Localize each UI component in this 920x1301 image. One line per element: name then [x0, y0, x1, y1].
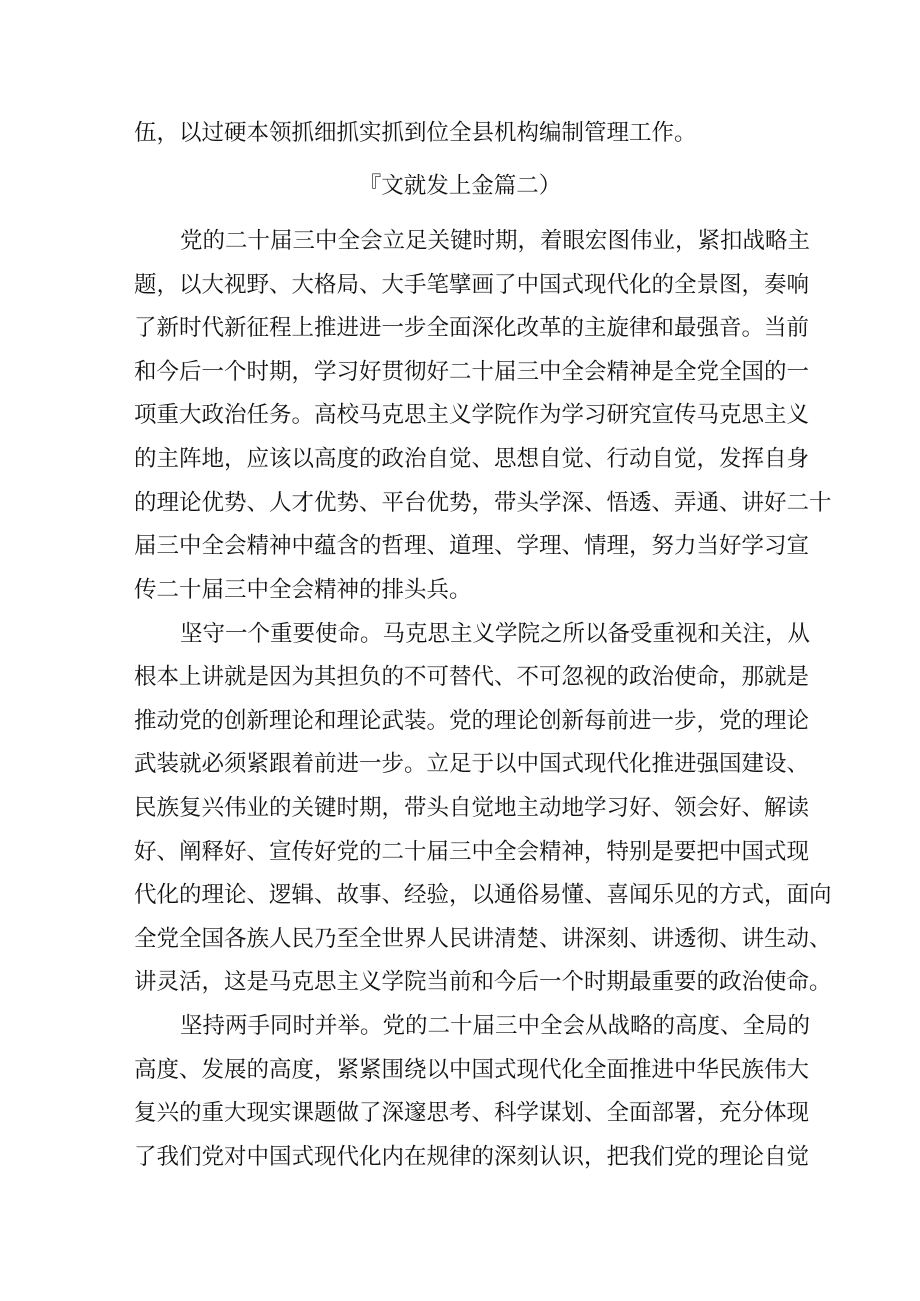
paragraph-line: 题，以大视野、大格局、大手笔擘画了中国式现代化的全景图，奏响 — [134, 272, 810, 298]
paragraph-line: 传二十届三中全会精神的排头兵。 — [134, 577, 472, 603]
paragraph-line: 复兴的重大现实课题做了深邃思考、科学谋划、全面部署，充分体现 — [134, 1100, 810, 1126]
paragraph-line: 伍，以过硬本领抓细抓实抓到位全县机构编制管理工作。 — [134, 120, 697, 146]
paragraph-line: 坚持两手同时并举。党的二十届三中全会从战略的高度、全局的 — [180, 1013, 811, 1039]
paragraph-line: 推动党的创新理论和理论武装。党的理论创新每前进一步，党的理论 — [134, 708, 810, 734]
paragraph-line: 了新时代新征程上推进进一步全面深化改革的主旋律和最强音。当前 — [134, 315, 810, 341]
paragraph-line: 和今后一个时期，学习好贯彻好二十届三中全会精神是全党全国的一 — [134, 359, 810, 385]
section-heading: 『文就发上金篇二） — [358, 173, 562, 199]
paragraph-line: 民族复兴伟业的关键时期，带头自觉地主动地学习好、领会好、解读 — [134, 795, 810, 821]
paragraph-line: 的理论优势、人才优势、平台优势，带头学深、悟透、弄通、讲好二十 — [134, 490, 832, 516]
paragraph-line: 党的二十届三中全会立足关键时期，着眼宏图伟业，紧扣战略主 — [180, 228, 811, 254]
paragraph-line: 好、阐释好、宣传好党的二十届三中全会精神，特别是要把中国式现 — [134, 839, 810, 865]
paragraph-line: 高度、发展的高度，紧紧围绕以中国式现代化全面推进中华民族伟大 — [134, 1057, 810, 1083]
paragraph-line: 根本上讲就是因为其担负的不可替代、不可忽视的政治使命，那就是 — [134, 664, 810, 690]
paragraph-line: 项重大政治任务。高校马克思主义学院作为学习研究宣传马克思主义 — [134, 402, 810, 428]
paragraph-line: 代化的理论、逻辑、故事、经验，以通俗易懂、喜闻乐见的方式，面向 — [134, 882, 832, 908]
paragraph-line: 坚守一个重要使命。马克思主义学院之所以备受重视和关注，从 — [180, 621, 811, 647]
paragraph-line: 全党全国各族人民乃至全世界人民讲清楚、讲深刻、讲透彻、讲生动、 — [134, 926, 832, 952]
paragraph-line: 武装就必须紧跟着前进一步。立足于以中国式现代化推进强国建设、 — [134, 751, 810, 777]
paragraph-line: 届三中全会精神中蕴含的哲理、道理、学理、情理，努力当好学习宣 — [134, 533, 810, 559]
paragraph-line: 了我们党对中国式现代化内在规律的深刻认识，把我们党的理论自觉 — [134, 1144, 810, 1170]
paragraph-line: 的主阵地，应该以高度的政治自觉、思想自觉、行动自觉，发挥自身 — [134, 446, 810, 472]
paragraph-line: 讲灵活，这是马克思主义学院当前和今后一个时期最重要的政治使命。 — [134, 969, 832, 995]
